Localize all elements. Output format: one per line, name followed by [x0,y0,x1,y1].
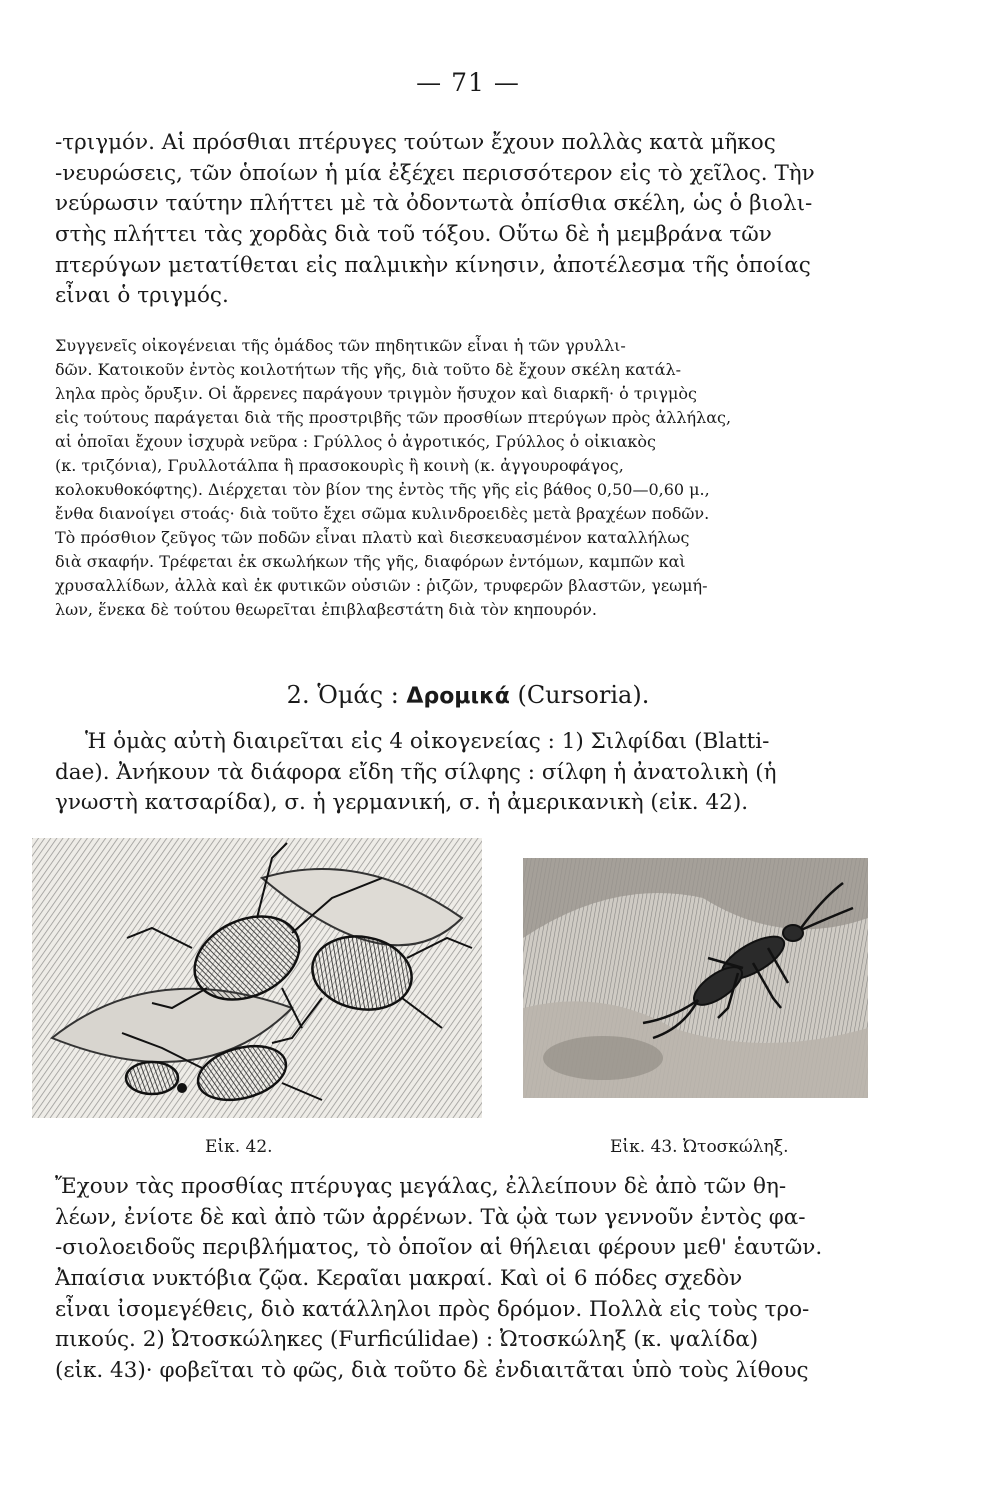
heading-bold: Δρομικά [406,684,510,709]
text-line: (κ. τριζόνια), Γρυλλοτάλπα ἢ πρασοκουρὶς ἢ κοινὴ (κ. ἀγγουροφάγος, [55,456,624,475]
text-line: -σιολοειδοῦς περιβλήματος, τὸ ὁποῖον αἱ θήλειαι φέρουν μεθ' ἑαυτῶν. [55,1235,823,1261]
text-line: -νευρώσεις, τῶν ὁποίων ἡ μία ἐξέχει περισσότερον εἰς τὸ χεῖλος. Τὴν [55,160,815,186]
text-line: στὴς πλήττει τὰς χορδὰς διὰ τοῦ τόξου. Οὕτω δὲ ἡ μεμβράνα τῶν [55,222,772,248]
section-heading [0,678,936,714]
figure-42-caption: Εἰκ. 42. [205,1137,273,1157]
paragraph-wings [55,1172,875,1387]
text-line: Ἡ ὁμὰς αὐτὴ διαιρεῖται εἰς 4 οἰκογενείας : 1) Σιλφίδαι (Blatti- [85,729,770,754]
text-line: πτερύγων μετατίθεται εἰς παλμικὴν κίνησιν, ἀποτέλεσμα τῆς ὁποίας [55,252,811,278]
text-line: εἰς τούτους παράγεται διὰ τῆς προστριβῆς τῶν προσθίων πτερύγων πρὸς ἀλλήλας, [55,408,732,427]
text-line: dae). Ἀνήκουν τὰ διάφορα εἴδη τῆς σίλφης : σίλφη ἡ ἀνατολικὴ (ἡ [55,759,777,785]
text-line: ἔνθα διανοίγει στοάς· διὰ τοῦτο ἔχει σῶμα κυλινδροειδὲς μετὰ βραχέων ποδῶν. [55,504,710,523]
text-line: -τριγμόν. Αἱ πρόσθιαι πτέρυγες τούτων ἔχουν πολλὰς κατὰ μῆκος [55,130,776,155]
text-line: (εἰκ. 43)· φοβεῖται τὸ φῶς, διὰ τοῦτο δὲ ἐνδιαιτᾶται ὑπὸ τοὺς λίθους [55,1358,809,1384]
text-line: πικούς. 2) Ὠτοσκώληκες (Furficúlidae) : Ὠτοσκώληξ (κ. ψαλίδα) [55,1327,759,1353]
text-line: δῶν. Κατοικοῦν ἐντὸς κοιλοτήτων τῆς γῆς, διὰ τοῦτο δὲ ἔχουν σκέλη κατάλ- [55,360,682,379]
text-line: νεύρωσιν ταύτην πλήττει μὲ τὰ ὀδοντωτὰ ὀπίσθια σκέλη, ὡς ὁ βιολι- [55,191,813,217]
paragraph-silphidae [55,727,875,819]
text-line: γνωστὴ κατσαρίδα), σ. ἡ γερμανική, σ. ἡ ἀμερικανικὴ (εἰκ. 42). [55,790,749,816]
heading-prefix: 2. Ὁμάς : [286,681,407,709]
page-number: — 71 — [416,68,520,97]
text-line: διὰ σκαφήν. Τρέφεται ἐκ σκωλήκων τῆς γῆς, διαφόρων ἐντόμων, καμπῶν καὶ [55,552,686,571]
text-line: λων, ἕνεκα δὲ τούτου θεωρεῖται ἐπιβλαβεστάτη διὰ τὸν κηπουρόν. [55,600,597,619]
heading-suffix: (Cursoria). [509,681,650,709]
paragraph-gryllidae [55,334,875,622]
text-line: ληλα πρὸς ὄρυξιν. Οἱ ἄρρενες παράγουν τριγμὸν ἤσυχον καὶ διαρκῆ· ὁ τριγμὸς [55,384,697,403]
text-line: λέων, ἐνίοτε δὲ καὶ ἀπὸ τῶν ἀρρένων. Τὰ ᾠὰ των γεννοῦν ἐντὸς φα- [55,1204,806,1230]
text-line: κολοκυθοκόφτης). Διέρχεται τὸν βίον της ἐντὸς τῆς γῆς εἰς βάθος 0,50—0,60 μ., [55,480,710,499]
text-line: εἶναι ὁ τριγμός. [55,283,229,309]
figure-43-caption: Εἰκ. 43. Ὠτοσκώληξ. [610,1137,789,1157]
text-line: Ἔχουν τὰς προσθίας πτέρυγας μεγάλας, ἐλλείπουν δὲ ἀπὸ τῶν θη- [55,1174,787,1199]
figure-42-cockroaches [32,838,482,1118]
text-line: αἱ ὁποῖαι ἔχουν ἰσχυρὰ νεῦρα : Γρύλλος ὁ ἀγροτικός, Γρύλλος ὁ οἰκιακὸς [55,432,656,451]
paragraph-stridulation [55,128,875,312]
text-line: εἶναι ἰσομεγέθεις, διὸ κατάλληλοι πρὸς δρόμον. Πολλὰ εἰς τοὺς τρο- [55,1296,810,1322]
text-line: Συγγενεῖς οἰκογένειαι τῆς ὁμάδος τῶν πηδητικῶν εἶναι ἡ τῶν γρυλλι- [55,336,626,355]
figure-43-earwig [523,858,868,1098]
text-line: χρυσαλλίδων, ἀλλὰ καὶ ἐκ φυτικῶν οὐσιῶν : ῥιζῶν, τρυφερῶν βλαστῶν, γεωμή- [55,576,708,595]
text-line: Ἀπαίσια νυκτόβια ζῷα. Κεραῖαι μακραί. Καὶ οἱ 6 πόδες σχεδὸν [55,1266,743,1292]
earwig-engraving [523,858,868,1098]
text-line: Τὸ πρόσθιον ζεῦγος τῶν ποδῶν εἶναι πλατὺ καὶ διεσκευασμένον καταλλήλως [55,528,690,547]
cockroach-engraving [32,838,482,1118]
